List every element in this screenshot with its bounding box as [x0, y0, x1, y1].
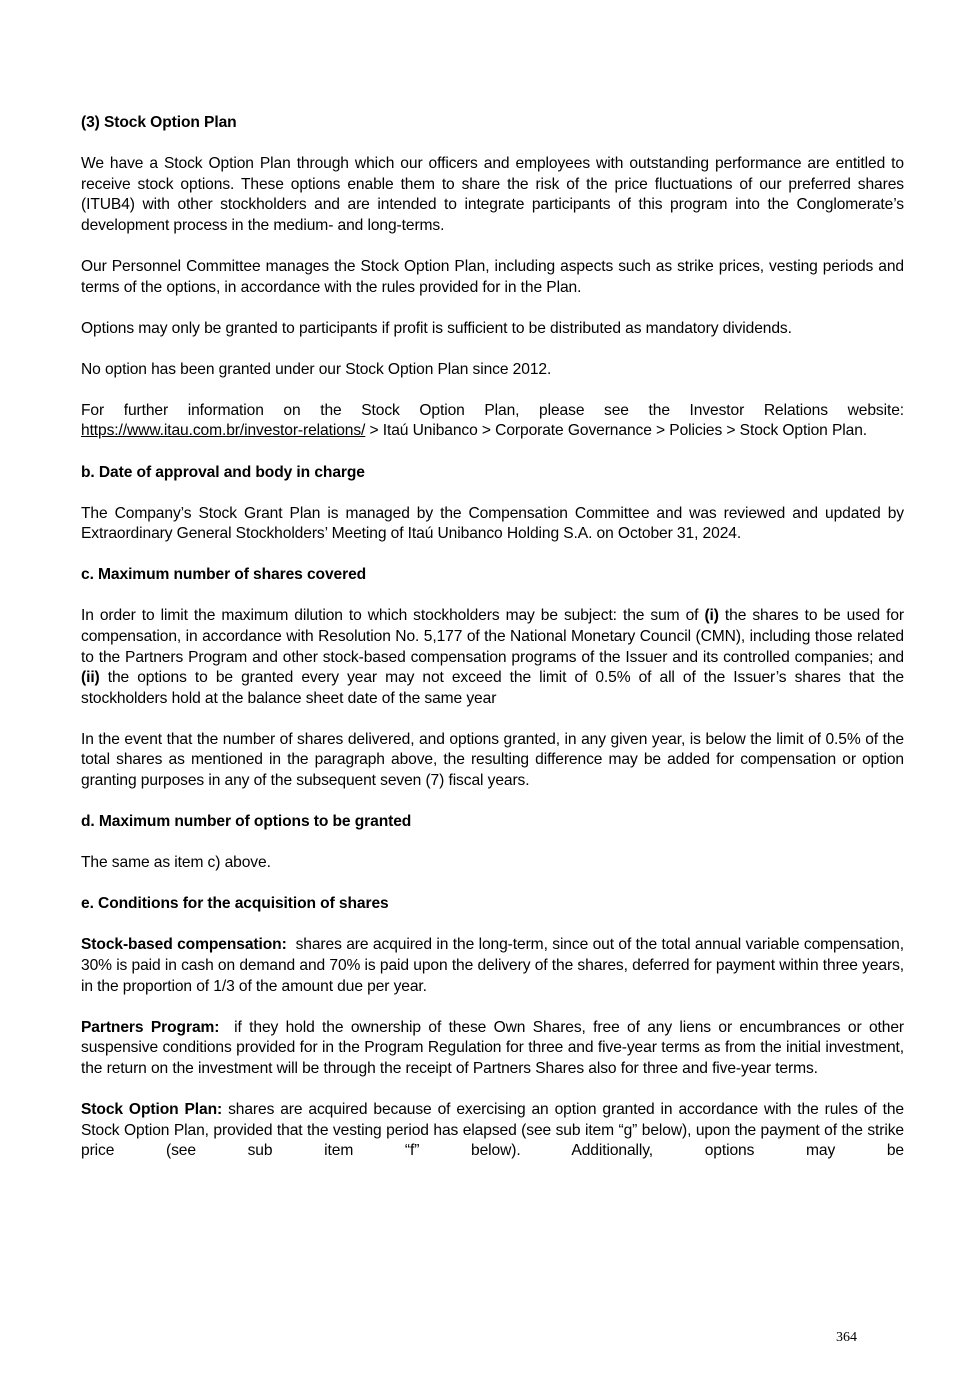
paragraph-stock-based-comp: [81, 935, 909, 997]
section-heading-max-options: d. Maximum number of options to be granted: [81, 813, 412, 831]
paragraph-further-info: [81, 401, 904, 442]
investor-relations-link[interactable]: https://www.itau.com.br/investor-relations/: [81, 422, 366, 440]
section-heading-stock-option-plan: (3) Stock Option Plan: [81, 114, 237, 131]
text: the shares to be used for compensation, in accordance with Resolution No. 5,177 of the National Monetary Council (CMN), including those related to the Partners Program and other stock-based compensation programs of the Issuer and its controlled companies; and: [81, 607, 904, 666]
text: shares are acquired because of exercising an option granted in accordance with the rules of the Stock Option Plan, provided that the vesting period has elapsed (see sub item “g” below), upon the payment of the strike price (see sub item “f” below). Additionally, options may be: [81, 1101, 904, 1160]
paragraph-dilution: [81, 606, 904, 709]
document-page: [81, 113, 909, 1182]
text: the options to be granted every year may not exceed the limit of 0.5% of all of the Issuer’s shares that the stockholders hold at the balance sheet date of the same year: [81, 669, 904, 707]
item-marker: (i): [704, 607, 719, 625]
paragraph: Options may only be granted to participants if profit is sufficient to be distributed as mandatory dividends.: [81, 319, 792, 337]
text: For further information on the Stock Option Plan, please see the Investor Relations website:: [81, 401, 904, 419]
paragraph: We have a Stock Option Plan through which our officers and employees with outstanding performance are entitled to receive stock options. These options enable them to share the risk of the price fluctuations of our preferred shares (ITUB4) with other stockholders and are intended to integrate participants of this program into the Conglomerate’s development process in the medium- and long-terms.: [81, 155, 904, 234]
page-number: 364: [836, 1330, 857, 1345]
section-heading-date-of-approval: b. Date of approval and body in charge: [81, 463, 365, 481]
term-label: Partners Program:: [81, 1018, 220, 1036]
paragraph: The same as item c) above.: [81, 854, 271, 872]
term-label: Stock Option Plan:: [81, 1101, 223, 1118]
text: In order to limit the maximum dilution to which stockholders may be subject: the sum of: [81, 607, 705, 625]
section-heading-conditions: e. Conditions for the acquisition of shares: [81, 895, 389, 913]
paragraph-partners-program: [81, 1018, 909, 1080]
paragraph: No option has been granted under our Stock Option Plan since 2012.: [81, 360, 552, 378]
text: if they hold the ownership of these Own Shares, free of any liens or encumbrances or other suspensive conditions provided for in the Program Regulation for three and five-year terms as from the initial investment, the return on the investment will be through the receipt of Partners Shares also for three and five-year terms.: [81, 1018, 909, 1077]
text: > Itaú Unibanco > Corporate Governance > Policies > Stock Option Plan.: [365, 422, 868, 440]
paragraph: Our Personnel Committee manages the Stock Option Plan, including aspects such as strike prices, vesting periods and terms of the options, in accordance with the rules provided for in the Plan.: [81, 257, 904, 296]
text: shares are acquired in the long-term, since out of the total annual variable compensation, 30% is paid in cash on demand and 70% is paid upon the delivery of the shares, deferred for payment within three years, in the proportion of 1/3 of the amount due per year.: [81, 936, 909, 995]
paragraph: In the event that the number of shares delivered, and options granted, in any given year, is below the limit of 0.5% of the total shares as mentioned in the paragraph above, the resulting difference may be added for compensation or option granting purposes in any of the subsequent seven (7) fiscal years.: [81, 730, 904, 790]
paragraph: The Company’s Stock Grant Plan is managed by the Compensation Committee and was reviewed and updated by Extraordinary General Stockholders’ Meeting of Itaú Unibanco Holding S.A. on October 31, 2024.: [81, 504, 904, 543]
section-heading-max-shares: c. Maximum number of shares covered: [81, 566, 367, 584]
item-marker: (ii): [81, 669, 100, 687]
paragraph-stock-option-plan: [81, 1100, 904, 1162]
term-label: Stock-based compensation:: [81, 936, 287, 954]
